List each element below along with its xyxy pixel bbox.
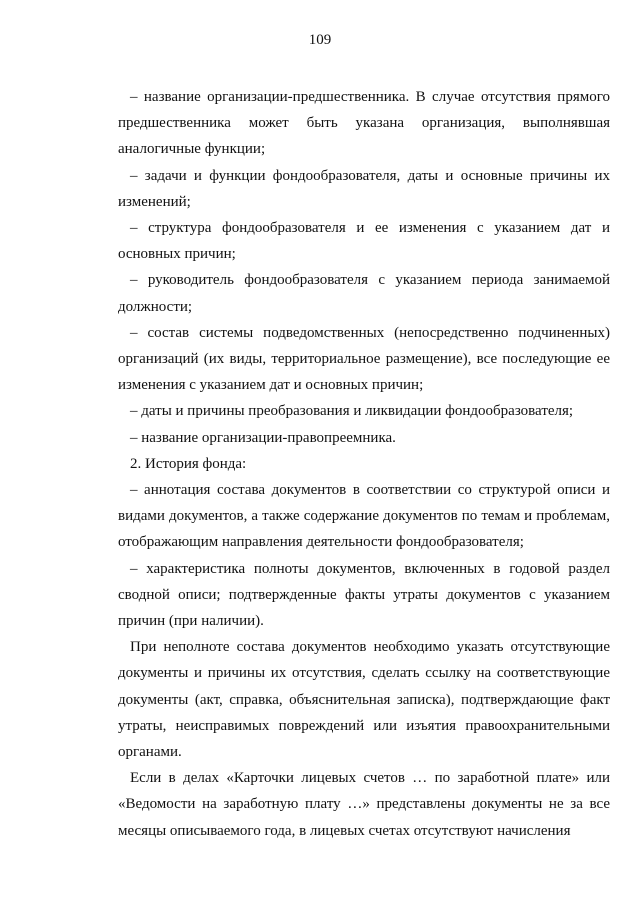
list-item-predecessor: – название организации-предшественника. В случае отсутствия прямого предшественника может быть указана организация, выполнявшая аналогичные функции; [118, 89, 610, 158]
list-item-subordinate-system: – состав системы подведомственных (непосредственно подчиненных) организаций (их виды, территориальное размещение), все последующие ее изменения с указанием дат и основных причин; [118, 324, 610, 394]
paragraph-payroll-cases: Если в делах «Карточки лицевых счетов … по заработной плате» или «Ведомости на заработную плату …» представлены документы не за все месяцы описываемого года, в лицевых счетах отсутствуют начисления [118, 770, 610, 839]
list-item-structure: – структура фондообразователя и ее изменения с указанием дат и основных причин; [118, 220, 610, 263]
paragraph-incompleteness: При неполноте состава документов необходимо указать отсутствующие документы и причины их отсутствия, сделать ссылку на соответствующие документы (акт, справка, объяснительная записка), подтверждающие факт утраты, неисправимых повреждений или изъятия правоохранительными органами. [118, 639, 610, 761]
list-item-head: – руководитель фондообразователя с указанием периода занимаемой должности; [118, 272, 610, 315]
document-body [118, 84, 610, 844]
list-item-successor: – название организации-правопреемника. [130, 429, 396, 446]
page-number: 109 [308, 32, 332, 48]
list-item-reorganization-dates: – даты и причины преобразования и ликвидации фондообразователя; [130, 403, 574, 420]
section-heading-fund-history: 2. История фонда: [130, 455, 247, 472]
list-item-tasks-functions: – задачи и функции фондообразователя, даты и основные причины их изменений; [118, 167, 610, 210]
list-item-annotation: – аннотация состава документов в соответствии со структурой описи и видами документов, а также содержание документов по темам и проблемам, отображающим направления деятельности фондообразователя; [118, 482, 610, 551]
list-item-completeness: – характеристика полноты документов, включенных в годовой раздел сводной описи; подтвержденные факты утраты документов с указанием причин (при наличии). [118, 560, 610, 630]
